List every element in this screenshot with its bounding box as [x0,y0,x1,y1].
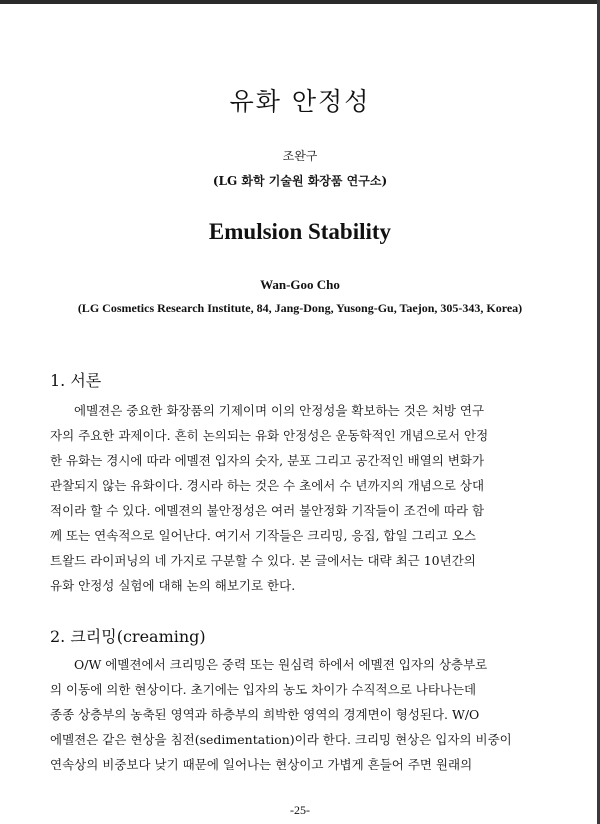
paragraph-line: 종종 상층부의 농축된 영역과 하층부의 희박한 영역의 경계면이 형성된다. W/O [50,707,480,722]
paragraph-line: 트왈드 라이퍼닝의 네 가지로 구분할 수 있다. 본 글에서는 대략 최근 10년간의 [50,553,476,568]
paragraph-line: 에멜젼은 같은 현상을 침전(sedimentation)이라 한다. 크리밍 현상은 입자의 비중이 [50,732,512,747]
korean-affiliation: (LG 화학 기술원 화장품 연구소) [212,174,388,188]
introduction-paragraph [50,398,535,598]
paragraph-line: 연속상의 비중보다 낮기 때문에 일어나는 현상이고 가볍게 흔들어 주면 원래의 [50,757,473,772]
english-title: Emulsion Stability [208,219,392,244]
section-heading-introduction: 1. 서론 [50,371,102,390]
section-heading-creaming: 2. 크리밍(creaming) [50,627,206,646]
paragraph-line: 관찰되지 않는 유화이다. 경시라 하는 것은 수 초에서 수 년까지의 개념으로 상대 [50,478,485,493]
paragraph-line: 한 유화는 경시에 따라 에멜젼 입자의 숫자, 분포 그리고 공간적인 배열의 변화가 [50,453,485,468]
korean-author: 조완구 [282,149,318,163]
english-author: Wan-Goo Cho [260,277,340,292]
page-number: -25- [290,803,310,817]
paragraph-line: 의 이동에 의한 현상이다. 초기에는 입자의 농도 차이가 수직적으로 나타나는데 [50,682,477,697]
paragraph-line: O/W 에멜젼에서 크리밍은 중력 또는 원심력 하에서 에멜젼 입자의 상층부로 [74,657,488,672]
creaming-paragraph [50,652,535,777]
paragraph-line: 자의 주요한 과제이다. 흔히 논의되는 유화 안정성은 운동학적인 개념으로서 안정 [50,428,489,443]
korean-title: 유화 안정성 [229,87,371,116]
paragraph-line: 적이라 할 수 있다. 에멜젼의 불안정성은 여러 불안정화 기작들이 조건에 따라 함 [50,503,485,518]
paragraph-line: 에멜젼은 중요한 화장품의 기제이며 이의 안정성을 확보하는 것은 처방 연구 [74,403,485,418]
english-affiliation: (LG Cosmetics Research Institute, 84, Jang-Dong, Yusong-Gu, Taejon, 305-343, Korea) [77,301,523,315]
paragraph-line: 께 또는 연속적으로 일어난다. 여기서 기작들은 크리밍, 응집, 합일 그리고 오스 [50,528,476,543]
paragraph-line: 유화 안정성 실험에 대해 논의 해보기로 한다. [50,578,296,593]
